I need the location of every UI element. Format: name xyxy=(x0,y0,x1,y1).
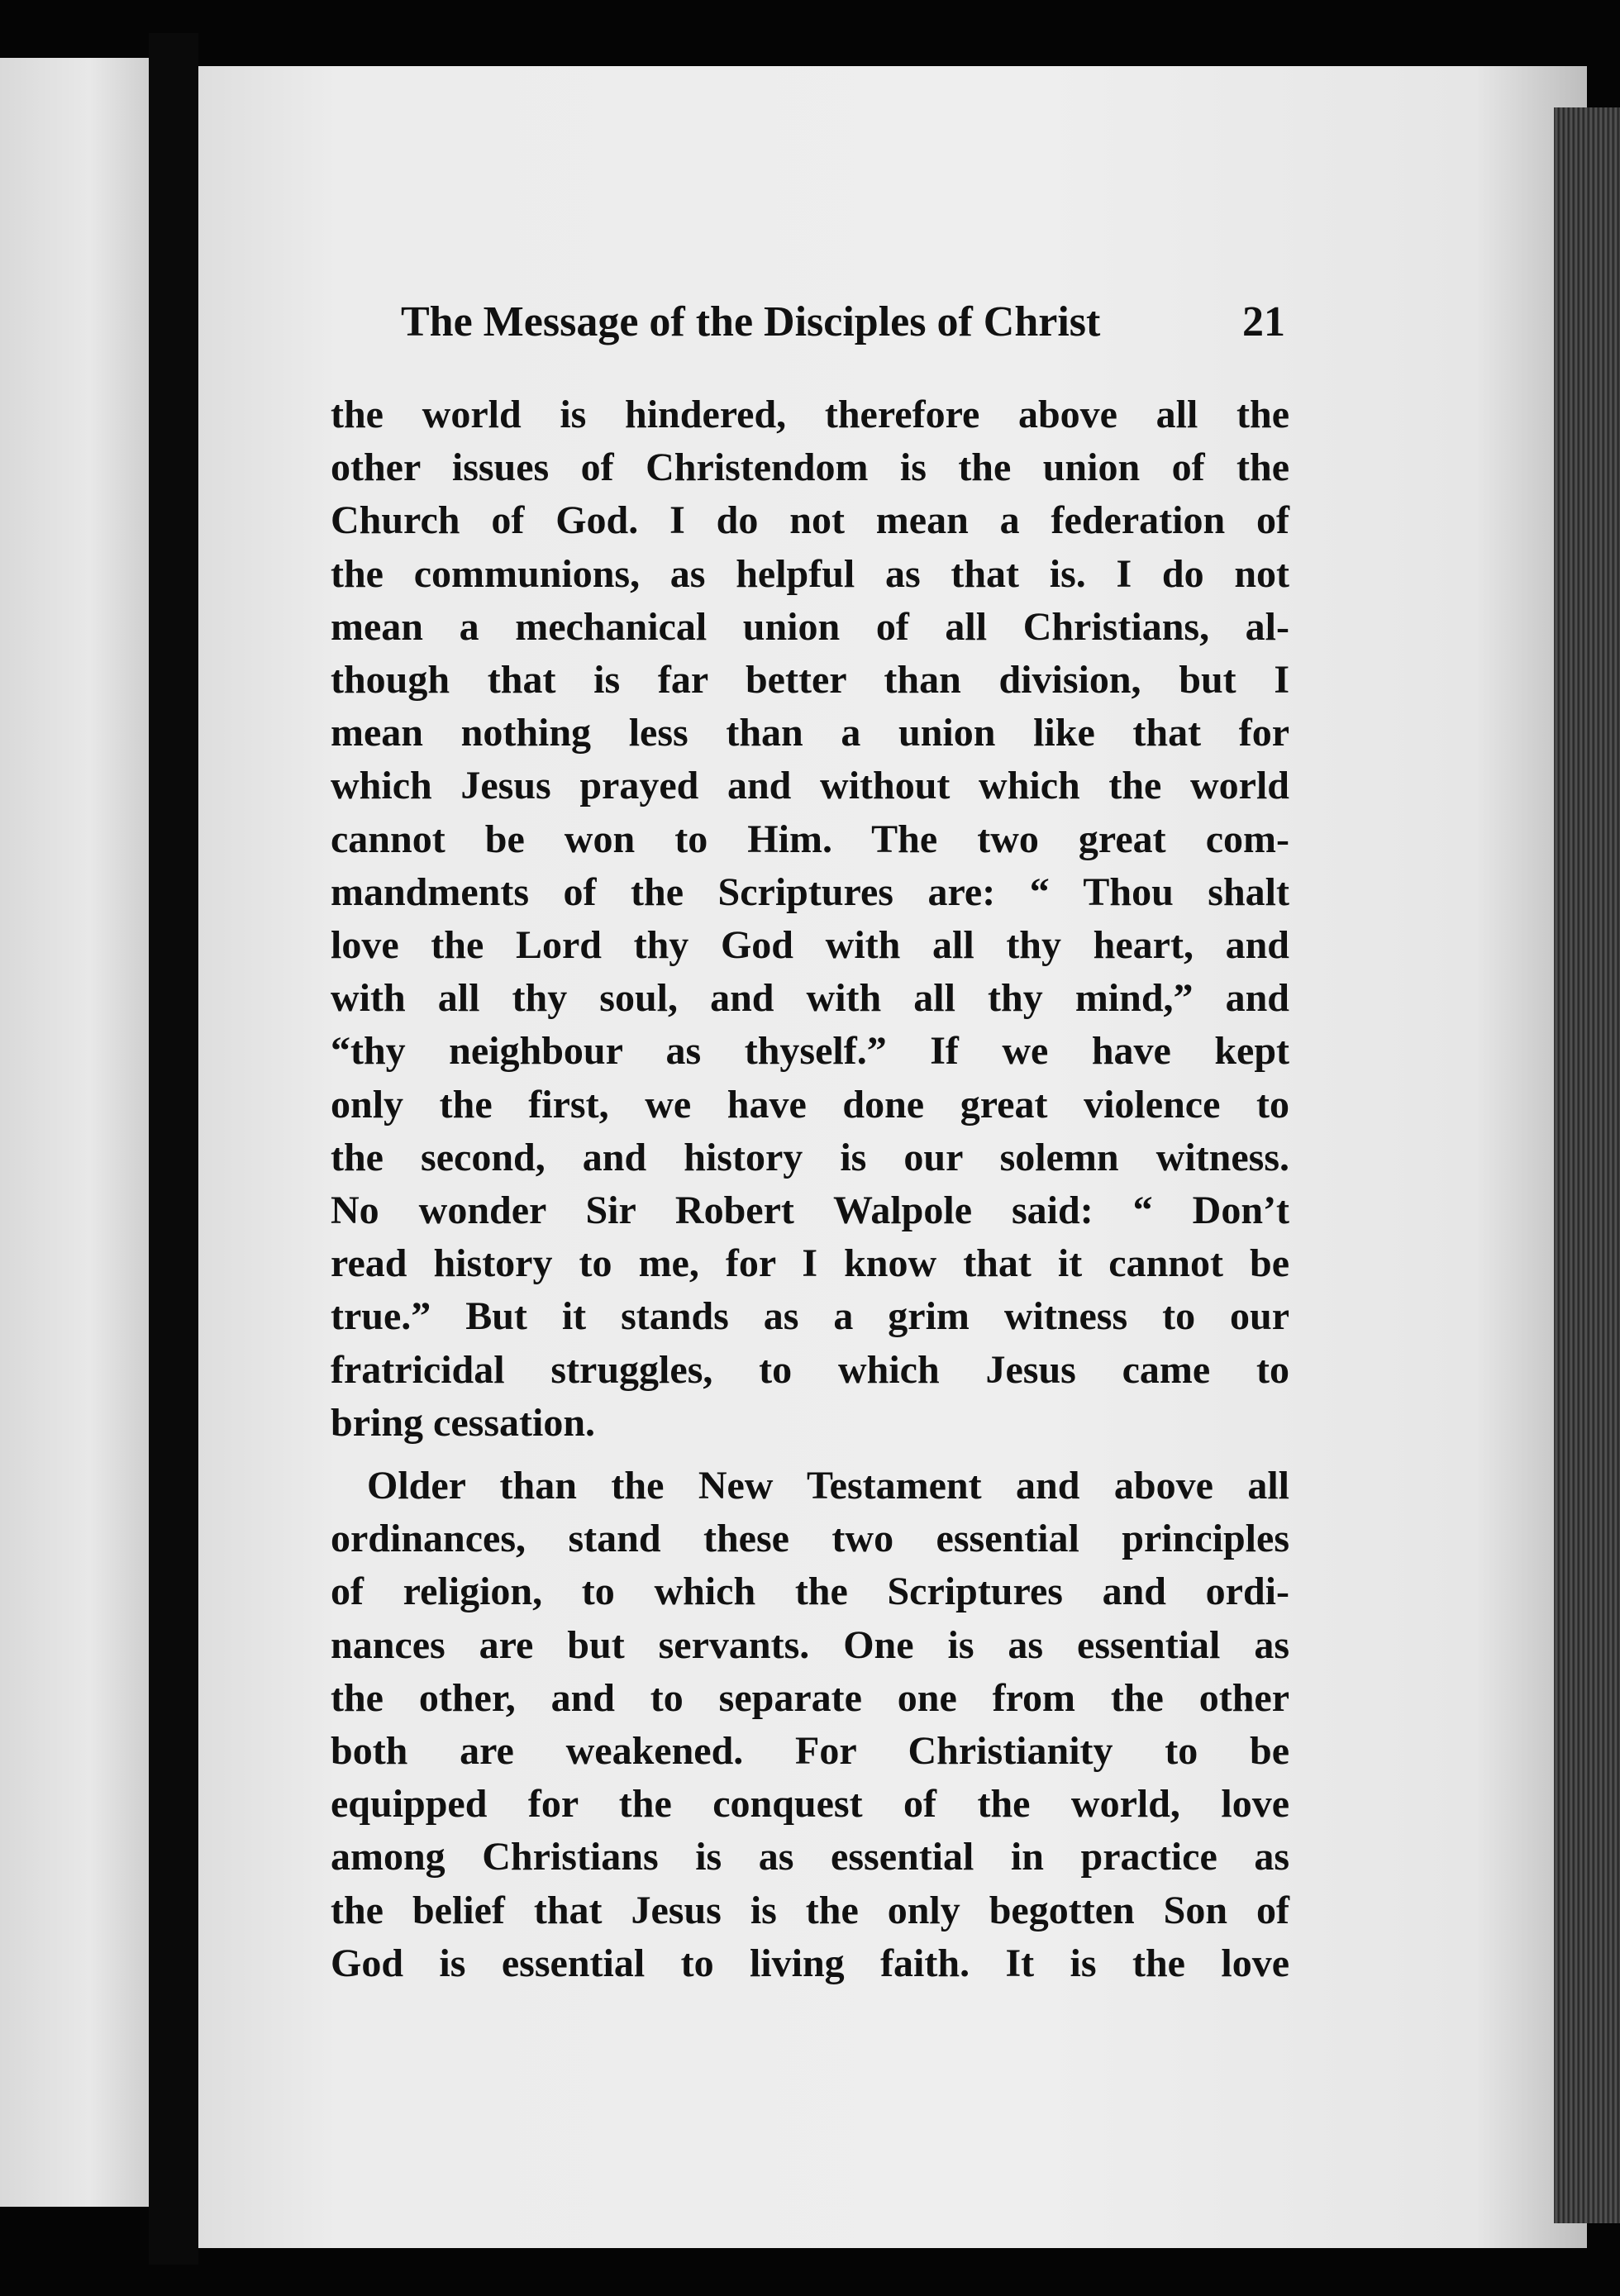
text-line: the other, and to separate one from the other xyxy=(331,1675,1289,1720)
text-line: mean a mechanical union of all Christians, al- xyxy=(331,604,1289,649)
text-line: “thy neighbour as thyself.” If we have kept xyxy=(331,1029,1289,1074)
text-line: Older than the New Testament and above all xyxy=(367,1464,1289,1508)
text-line: the second, and history is our solemn witness. xyxy=(331,1135,1289,1179)
body-text xyxy=(331,388,1289,1990)
text-line: the belief that Jesus is the only begotten Son of xyxy=(331,1888,1289,1932)
text-line: of religion, to which the Scriptures and ordi- xyxy=(331,1570,1289,1614)
text-line: which Jesus prayed and without which the world xyxy=(331,764,1289,808)
text-line: both are weakened. For Christianity to be xyxy=(331,1729,1289,1774)
text-line: fratricidal struggles, to which Jesus came to xyxy=(331,1347,1289,1392)
text-line: love the Lord thy God with all thy heart, and xyxy=(331,923,1289,968)
book-gutter xyxy=(149,33,198,2265)
page-header xyxy=(401,298,1285,364)
text-line: mandments of the Scriptures are: “ Thou shalt xyxy=(331,869,1289,914)
facing-page xyxy=(0,58,149,2207)
text-line: cannot be won to Him. The two great com- xyxy=(331,817,1289,861)
page-edge xyxy=(1554,107,1620,2223)
page-number: 21 xyxy=(1242,298,1285,345)
text-line: with all thy soul, and with all thy mind,” and xyxy=(331,976,1289,1021)
text-line: though that is far better than division, but I xyxy=(331,658,1289,703)
text-line: nances are but servants. One is as essential as xyxy=(331,1622,1289,1667)
text-line: the world is hindered, therefore above all the xyxy=(331,393,1289,436)
text-line: among Christians is as essential in practice as xyxy=(331,1835,1289,1879)
text-line: bring cessation. xyxy=(331,1400,596,1445)
text-line: Church of God. I do not mean a federation of xyxy=(331,498,1289,543)
text-line: equipped for the conquest of the world, love xyxy=(331,1782,1289,1827)
text-line: God is essential to living faith. It is the love xyxy=(331,1941,1289,1985)
text-line: No wonder Sir Robert Walpole said: “ Don’t xyxy=(331,1188,1289,1233)
text-line: ordinances, stand these two essential principles xyxy=(331,1517,1289,1561)
paragraph xyxy=(331,388,1289,1450)
text-line: mean nothing less than a union like that for xyxy=(331,711,1289,755)
running-head: The Message of the Disciples of Christ xyxy=(401,298,1101,345)
text-line: true.” But it stands as a grim witness to our xyxy=(331,1294,1289,1339)
text-line: only the first, we have done great violence to xyxy=(331,1082,1289,1127)
paragraph xyxy=(331,1460,1289,1990)
text-line: the communions, as helpful as that is. I do not xyxy=(331,551,1289,596)
text-line: read history to me, for I know that it cannot be xyxy=(331,1241,1289,1286)
text-line: other issues of Christendom is the union of the xyxy=(331,445,1289,490)
